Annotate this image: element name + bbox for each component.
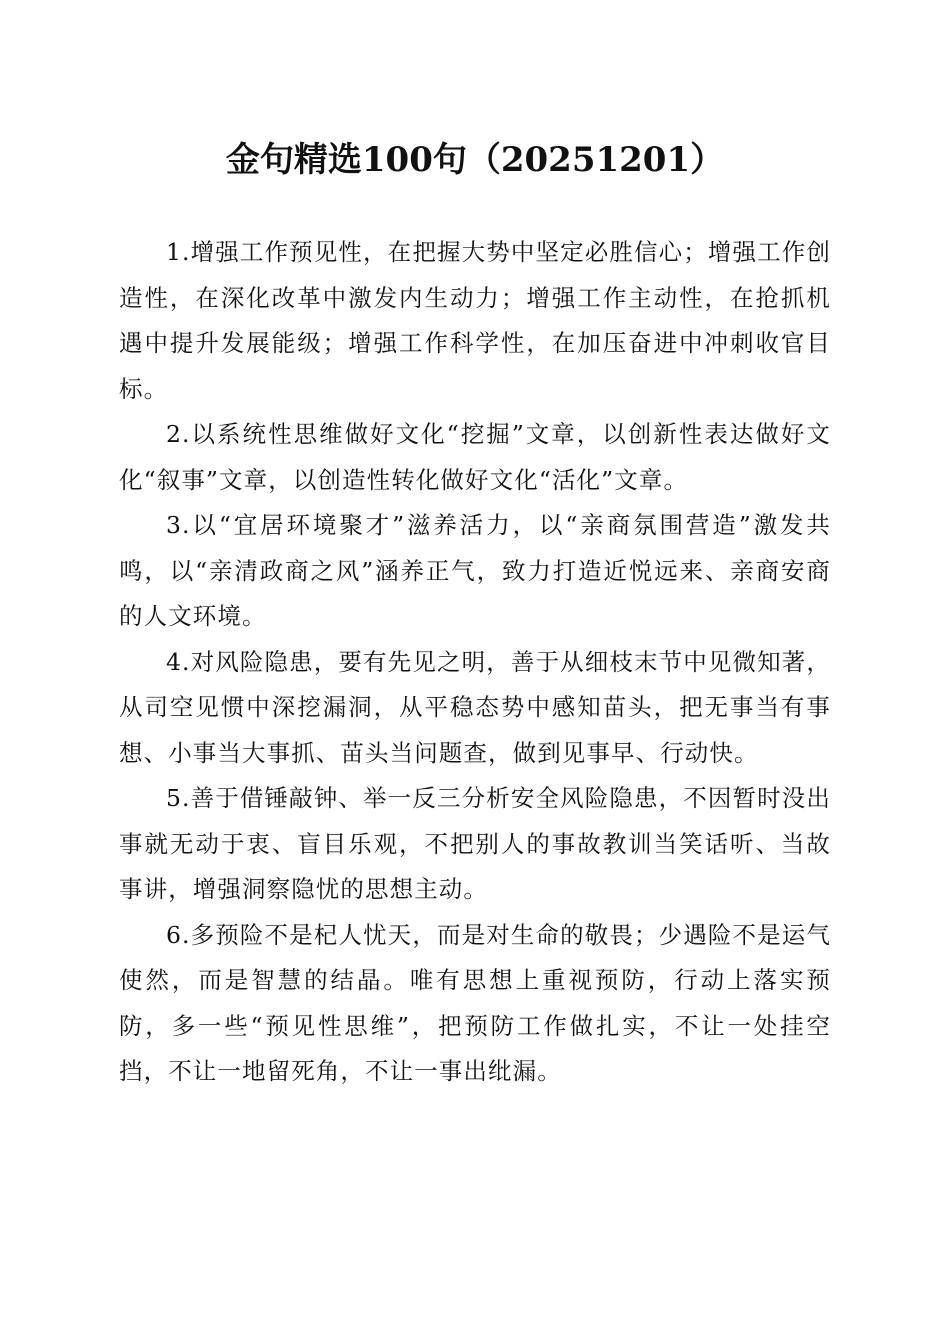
paragraph-2: 2.以系统性思维做好文化“挖掘”文章，以创新性表达做好文化“叙事”文章，以创造性转化做好文化“活化”文章。 [119,420,831,494]
document-title: 金句精选100句（20251201） [225,140,725,180]
paragraph-1: 1.增强工作预见性，在把握大势中坚定必胜信心；增强工作创造性，在深化改革中激发内生动力；增强工作主动性，在抢抓机遇中提升发展能级；增强工作科学性，在加压奋进中冲刺收官目标。 [119,238,831,403]
paragraph-5: 5.善于借锤敲钟、举一反三分析安全风险隐患，不因暂时没出事就无动于衷、盲目乐观，不把别人的事故教训当笑话听、当故事讲，增强洞察隐忧的思想主动。 [119,784,831,903]
paragraph-4: 4.对风险隐患，要有先见之明，善于从细枝末节中见微知著，从司空见惯中深挖漏洞，从平稳态势中感知苗头，把无事当有事想、小事当大事抓、苗头当问题查，做到见事早、行动快。 [119,647,831,767]
paragraph-3: 3.以“宜居环境聚才”滋养活力，以“亲商氛围营造”激发共鸣，以“亲清政商之风”涵养正气，致力打造近悦远来、亲商安商的人文环境。 [119,511,831,630]
document-body [119,230,831,1095]
paragraph-6: 6.多预险不是杞人忧天，而是对生命的敬畏；少遇险不是运气使然，而是智慧的结晶。唯有思想上重视预防，行动上落实预防，多一些“预见性思维”，把预防工作做扎实，不让一处挂空挡，不让一地留死角，不让一事出纰漏。 [119,920,831,1085]
